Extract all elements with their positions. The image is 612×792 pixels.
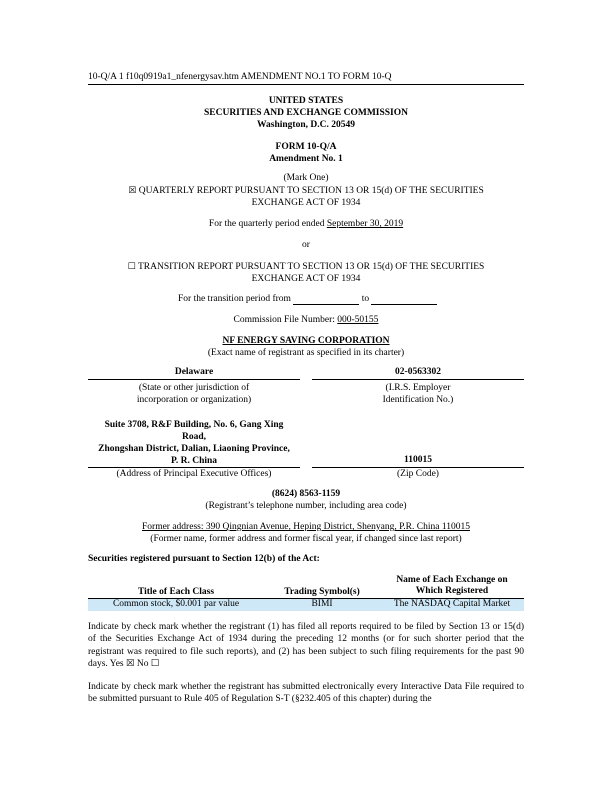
address-caption: (Address of Principal Executive Offices) (116, 469, 272, 479)
col-exchange-header (380, 575, 524, 597)
transition-to-field[interactable] (371, 294, 437, 305)
transition-checkbox[interactable]: ☐ (127, 262, 136, 272)
col-exchange-header-line-2: Which Registered (415, 586, 489, 596)
ein-caption-line-2: Identification No.) (382, 395, 454, 405)
quarterly-report-line-1 (0, 186, 612, 196)
form-amendment: Amendment No. 1 (269, 154, 343, 164)
address-line-3: Zhongshan District, Dalian, Liaoning Province, (98, 444, 290, 454)
commission-number: 000-50155 (337, 315, 379, 325)
header-rule (88, 84, 524, 85)
or-separator: or (302, 240, 310, 250)
transition-label: TRANSITION REPORT PURSUANT TO SECTION 13 OR 15(d) OF THE SECURITIES (137, 262, 485, 272)
commission-label: Commission File Number: (233, 315, 338, 325)
address-line-4: P. R. China (170, 456, 218, 466)
quarterly-period (0, 219, 612, 229)
phone-caption: (Registrant’s telephone number, including area code) (205, 501, 407, 511)
transition-period (178, 294, 437, 305)
row-exchange: The NASDAQ Capital Market (393, 599, 511, 609)
address-line-1: Suite 3708, R&F Building, No. 6, Gang Xing (104, 420, 284, 430)
zip-rule (312, 467, 524, 468)
quarterly-checkbox[interactable]: ☒ (128, 186, 137, 196)
agency-line-3: Washington, D.C. 20549 (257, 120, 355, 130)
mark-one: (Mark One) (283, 173, 329, 183)
transition-to-label: to (361, 294, 370, 304)
quarterly-report-line-2: EXCHANGE ACT OF 1934 (251, 198, 361, 208)
ein-caption-line-1: (I.R.S. Employer (385, 383, 451, 393)
registrant-name-caption: (Exact name of registrant as specified in its charter) (207, 348, 405, 358)
registrant-name: NF ENERGY SAVING CORPORATION (222, 336, 390, 346)
period-date: September 30, 2019 (326, 219, 404, 229)
transition-prefix: For the transition period from (178, 294, 291, 304)
address-rule (88, 467, 300, 468)
agency-line-1: UNITED STATES (268, 96, 344, 106)
transition-report-line-2: EXCHANGE ACT OF 1934 (251, 274, 361, 284)
state-caption-line-1: (State or other jurisdiction of (138, 383, 250, 393)
state-value: Delaware (174, 367, 214, 377)
former-caption: (Former name, former address and former fiscal year, if changed since last report) (150, 534, 462, 544)
period-prefix: For the quarterly period ended (208, 219, 327, 229)
agency-line-2: SECURITIES AND EXCHANGE COMMISSION (203, 108, 409, 118)
ein-caption (312, 382, 524, 406)
commission-file (0, 315, 612, 325)
row-symbol: BIMI (311, 599, 333, 609)
former-address: Former address: 390 Qingnian Avenue, Heping District, Shenyang, P.R. China 110015 (142, 522, 470, 532)
state-rule (88, 379, 300, 380)
ein-rule (312, 379, 524, 380)
interactive-data-paragraph: Indicate by check mark whether the registrant has submitted electronically every Interactive Data File required to be submitted pursuant to Rule 405 of Regulation S-T (§232.405 of this chapter) during the (88, 682, 524, 705)
address-line-2: Road, (181, 432, 207, 442)
securities-heading: Securities registered pursuant to Section 12(b) of the Act: (88, 554, 320, 564)
registrant-phone: (8624) 8563-1159 (271, 489, 341, 499)
row-title: Common stock, $0.001 par value (112, 599, 240, 609)
ein-value: 02-0563302 (395, 367, 441, 377)
quarterly-label: QUARTERLY REPORT PURSUANT TO SECTION 13 OR 15(d) OF THE SECURITIES (138, 186, 484, 196)
transition-report-line-1 (0, 262, 612, 272)
filing-compliance-paragraph: Indicate by check mark whether the registrant (1) has filed all reports required to be filed by Section 13 or 15(d) of the Securities Exchange Act of 1934 during the preceding 12 months (or for such shorter period that the registrant was required to file such reports), and (2) has been subject to such filing requirements for the past 90 days. Yes ☒ No ☐ (88, 622, 524, 670)
state-caption (88, 382, 300, 406)
transition-from-field[interactable] (293, 294, 359, 305)
filing-header: 10-Q/A 1 f10q0919a1_nfenergysav.htm AMENDMENT NO.1 TO FORM 10-Q (88, 72, 392, 82)
state-caption-line-2: incorporation or organization) (136, 395, 252, 405)
col-title-header: Title of Each Class (137, 587, 215, 597)
zip-value: 110015 (404, 455, 432, 465)
address-block (88, 419, 300, 467)
form-title: FORM 10-Q/A (275, 142, 337, 152)
zip-caption: (Zip Code) (397, 469, 439, 479)
col-symbol-header: Trading Symbol(s) (284, 587, 360, 597)
col-exchange-header-line-1: Name of Each Exchange on (396, 575, 508, 585)
